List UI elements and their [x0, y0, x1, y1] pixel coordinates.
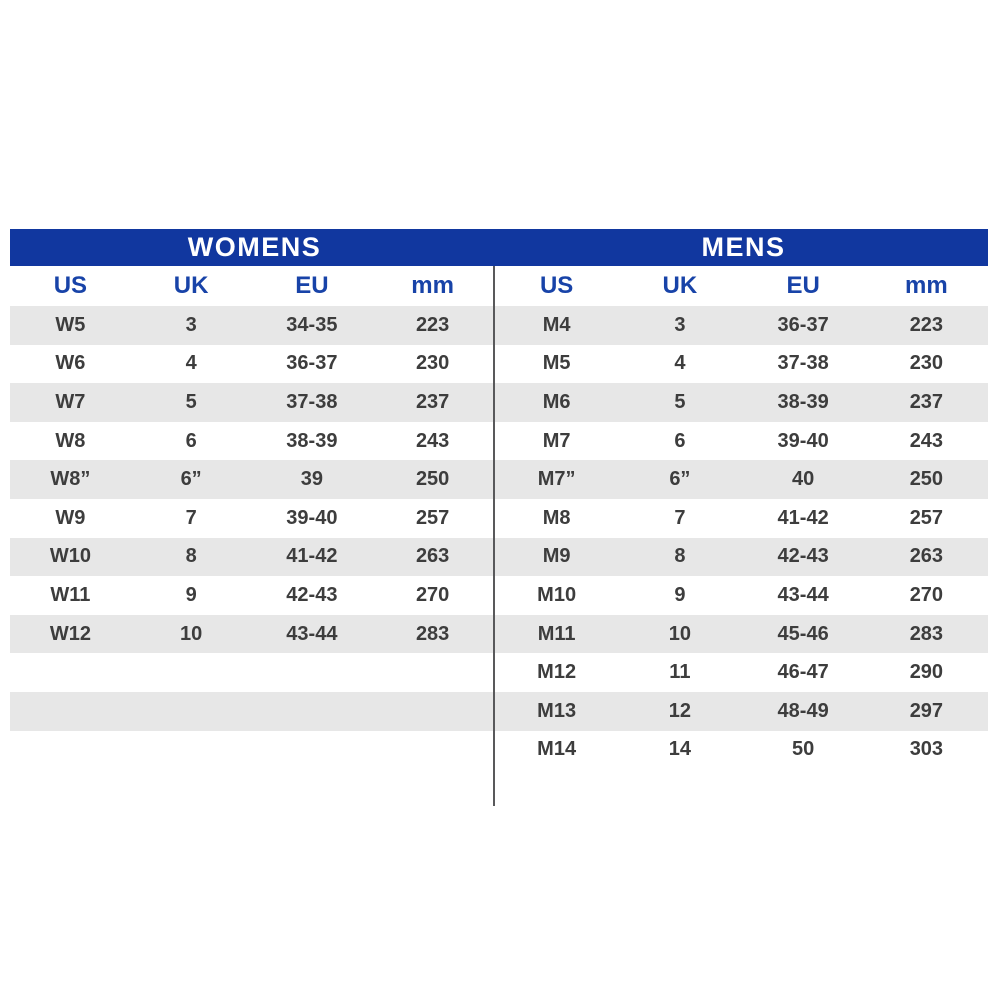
- table-cell: 36-37: [286, 352, 338, 375]
- table-cell: 237: [415, 390, 450, 413]
- table-cell: 45-46: [777, 622, 829, 645]
- column-header: UK: [662, 272, 698, 299]
- table-cell: 38-39: [286, 429, 338, 452]
- table-cell: 290: [909, 661, 944, 684]
- mens-size-table: [495, 266, 988, 769]
- table-cell: 223: [415, 313, 450, 336]
- table-cell: 263: [415, 545, 450, 568]
- table-cell: M10: [537, 583, 577, 606]
- table-cell: 46-47: [777, 661, 829, 684]
- table-cell: 14: [668, 738, 691, 761]
- table-cell: W12: [49, 622, 91, 645]
- table-cell: W6: [55, 352, 86, 375]
- column-header: EU: [295, 272, 329, 299]
- table-row: [495, 460, 988, 499]
- table-cell: 36-37: [777, 313, 829, 336]
- table-cell: 42-43: [777, 545, 829, 568]
- table-row: [10, 460, 493, 499]
- table-cell: 4: [674, 352, 686, 375]
- table-cell: M13: [537, 699, 577, 722]
- table-cell: 42-43: [286, 583, 338, 606]
- table-cell: 6: [674, 429, 686, 452]
- table-row: [495, 499, 988, 538]
- table-cell: 40: [792, 468, 815, 491]
- table-row: [495, 653, 988, 692]
- table-cell: 8: [674, 545, 686, 568]
- table-cell: M11: [537, 622, 576, 645]
- table-row: [495, 692, 988, 731]
- table-cell: 270: [415, 583, 450, 606]
- womens-size-table: [10, 266, 493, 769]
- empty-spacer-row: [10, 692, 493, 731]
- table-row: [10, 538, 493, 577]
- table-cell: 237: [909, 390, 944, 413]
- table-row: [10, 499, 493, 538]
- table-cell: 6: [185, 429, 197, 452]
- table-row: [495, 538, 988, 577]
- table-cell: 9: [185, 583, 197, 606]
- table-cell: W8”: [50, 468, 91, 491]
- table-cell: W8: [55, 429, 86, 452]
- table-cell: 7: [185, 506, 197, 529]
- table-cell: 297: [909, 699, 944, 722]
- table-row: [10, 345, 493, 384]
- table-cell: 6”: [669, 468, 691, 491]
- table-cell: 257: [909, 506, 944, 529]
- table-cell: 250: [909, 468, 944, 491]
- table-cell: 41-42: [777, 506, 829, 529]
- table-cell: M7”: [537, 468, 576, 491]
- section-title-bar: [10, 229, 988, 266]
- table-row: [495, 383, 988, 422]
- table-cell: M14: [537, 738, 577, 761]
- table-cell: 3: [674, 313, 686, 336]
- table-cell: M9: [542, 545, 571, 568]
- table-cell: 303: [909, 738, 944, 761]
- table-cell: 230: [415, 352, 450, 375]
- table-cell: M6: [542, 390, 571, 413]
- table-cell: 5: [674, 390, 686, 413]
- table-cell: 7: [674, 506, 686, 529]
- column-header: US: [539, 272, 574, 299]
- table-cell: 50: [792, 738, 815, 761]
- table-cell: 270: [909, 583, 944, 606]
- table-cell: 39: [300, 468, 323, 491]
- column-header: mm: [905, 272, 948, 299]
- table-cell: M5: [542, 352, 571, 375]
- table-cell: 283: [415, 622, 450, 645]
- table-cell: 8: [185, 545, 197, 568]
- table-cell: 243: [415, 429, 450, 452]
- table-cell: M4: [542, 313, 571, 336]
- table-cell: 48-49: [777, 699, 829, 722]
- empty-spacer-row: [10, 653, 493, 692]
- table-cell: 43-44: [777, 583, 829, 606]
- table-row: [10, 422, 493, 461]
- table-row: [495, 422, 988, 461]
- table-row: [495, 345, 988, 384]
- table-cell: 37-38: [777, 352, 829, 375]
- table-cell: 6”: [180, 468, 202, 491]
- table-cell: W9: [55, 506, 86, 529]
- table-cell: 39-40: [286, 506, 338, 529]
- table-row: [495, 306, 988, 345]
- table-cell: 12: [668, 699, 691, 722]
- table-cell: 37-38: [286, 390, 338, 413]
- table-cell: W10: [49, 545, 91, 568]
- table-cell: W11: [50, 583, 91, 606]
- tables-container: [10, 266, 988, 769]
- column-header: UK: [173, 272, 209, 299]
- column-header: EU: [786, 272, 820, 299]
- table-cell: 11: [669, 661, 691, 684]
- womens-section-title: WOMENS: [187, 232, 322, 262]
- table-row: [10, 306, 493, 345]
- column-header-row: [10, 266, 493, 306]
- mens-section-title: MENS: [701, 232, 786, 262]
- table-cell: W7: [55, 390, 86, 413]
- table-cell: 43-44: [286, 622, 338, 645]
- table-cell: 39-40: [777, 429, 829, 452]
- table-cell: 34-35: [286, 313, 338, 336]
- table-row: [495, 731, 988, 770]
- table-cell: 9: [674, 583, 686, 606]
- table-cell: 257: [415, 506, 450, 529]
- table-divider-line: [493, 266, 495, 806]
- table-row: [10, 615, 493, 654]
- table-cell: 41-42: [286, 545, 338, 568]
- table-cell: 243: [909, 429, 944, 452]
- table-cell: 263: [909, 545, 944, 568]
- table-cell: 4: [185, 352, 197, 375]
- table-row: [495, 576, 988, 615]
- table-row: [10, 576, 493, 615]
- table-cell: 10: [668, 622, 691, 645]
- table-cell: 3: [185, 313, 197, 336]
- table-cell: 5: [185, 390, 197, 413]
- table-cell: 283: [909, 622, 944, 645]
- column-header: mm: [411, 272, 454, 299]
- table-cell: M8: [542, 506, 571, 529]
- table-cell: 38-39: [777, 390, 829, 413]
- table-cell: 223: [909, 313, 944, 336]
- table-cell: M7: [542, 429, 571, 452]
- column-header-row: [495, 266, 988, 306]
- table-cell: M12: [537, 661, 577, 684]
- column-header: US: [53, 272, 88, 299]
- shoe-size-chart: [10, 229, 988, 769]
- table-cell: 230: [909, 352, 944, 375]
- table-row: [495, 615, 988, 654]
- table-cell: 10: [180, 622, 203, 645]
- table-row: [10, 383, 493, 422]
- table-cell: 250: [415, 468, 450, 491]
- table-cell: W5: [55, 313, 86, 336]
